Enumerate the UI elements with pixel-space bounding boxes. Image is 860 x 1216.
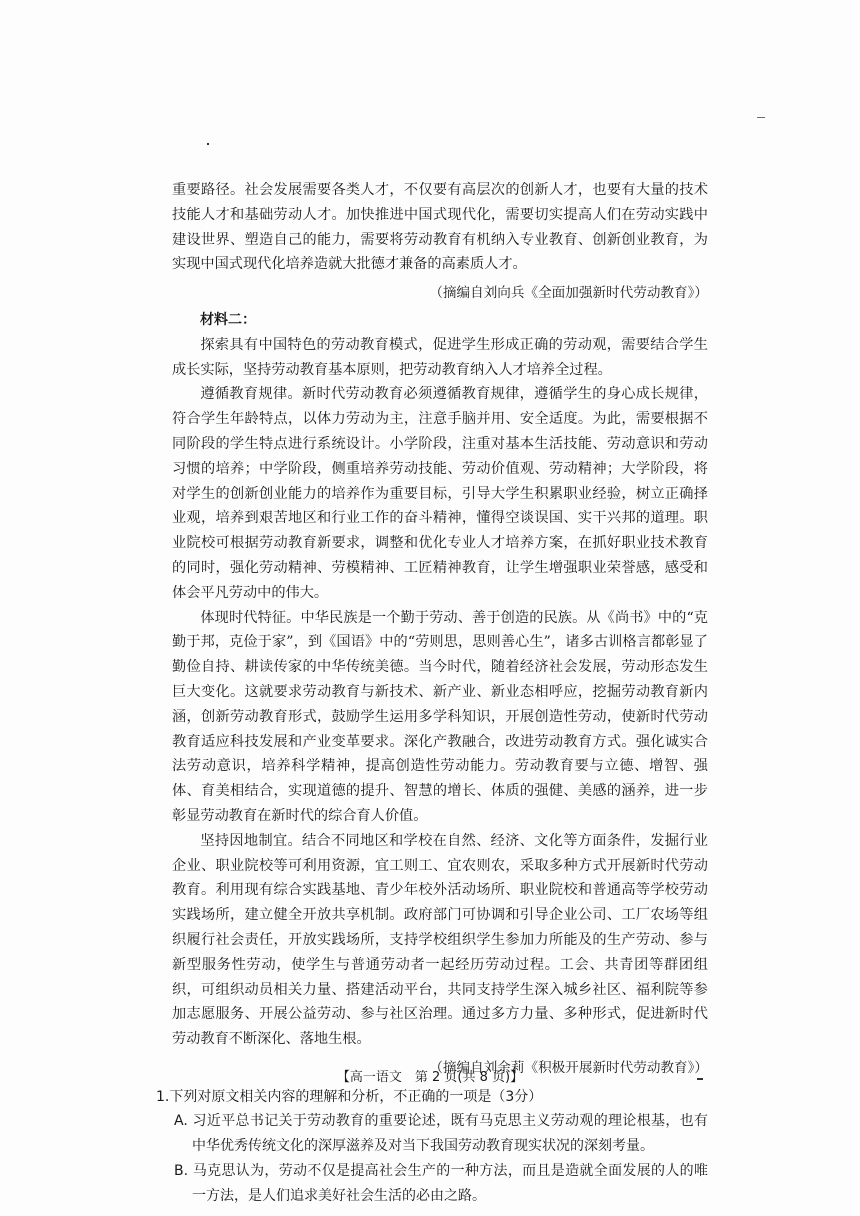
- answer-option-a: A. 习近平总书记关于劳动教育的重要论述，既有马克思主义劳动观的理论根基，也有中华优秀传统文化的深厚滋养及对当下我国劳动教育现实状况的深刻考量。: [174, 1113, 708, 1155]
- material-two-paragraph: 体现时代特征。中华民族是一个勤于劳动、善于创造的民族。从《尚书》中的“克勤于邦，克俭于家”，到《国语》中的“劳则思，思则善心生”，诸多古训格言都彰显了勤俭自持、耕读传家的中华传统美德。当今时代，随着经济社会发展，劳动形态发生巨大变化。这就要求劳动教育与新技术、新产业、新业态相呼应，挖掘劳动教育新内涵，创新劳动教育形式，鼓励学生运用多学科知识，开展创造性劳动，使新时代劳动教育适应科技发展和产业变革要求。深化产教融合，改进劳动教育方式。强化诚实合法劳动意识，培养科学精神，提高创造性劳动能力。劳动教育要与立德、增智、强体、育美相结合，实现道德的提升、智慧的增长、体质的强健、美感的涵养，进一步彰显劳动教育在新时代的综合育人价值。: [172, 609, 708, 824]
- answer-option-b: B. 马克思认为，劳动不仅是提高社会生产的一种方法，而且是造就全面发展的人的唯一方法，是人们追求美好社会生活的必由之路。: [174, 1163, 708, 1205]
- material-two-paragraph: 遵循教育规律。新时代劳动教育必须遵循教育规律，遵循学生的身心成长规律，符合学生年龄特点，以体力劳动为主，注意手脑并用、安全适度。为此，需要根据不同阶段的学生特点进行系统设计。小学阶段，注重对基本生活技能、劳动意识和劳动习惯的培养；中学阶段，侧重培养劳动技能、劳动价值观、劳动精神；大学阶段，将对学生的创新创业能力的培养作为重要目标，引导大学生积累职业经验，树立正确择业观，培养到艰苦地区和行业工作的奋斗精神，懂得空谈误国、实干兴邦的道理。职业院校可根据劳动教育新要求，调整和优化专业人才培养方案，在抓好职业技术教育的同时，强化劳动精神、劳模精神、工匠精神教育，让学生增强职业荣誉感，感受和体会平凡劳动中的伟大。: [172, 386, 708, 601]
- scan-speck: [757, 117, 765, 118]
- material-two-paragraph: 坚持因地制宜。结合不同地区和学校在自然、经济、文化等方面条件，发掘行业企业、职业院校等可利用资源，宜工则工、宜农则农，采取多种方式开展新时代劳动教育。利用现有综合实践基地、青少年校外活动场所、职业院校和普通高等学校劳动实践场所，建立健全开放共享机制。政府部门可协调和引导企业公司、工厂农场等组织履行社会责任，开放实践场所，支持学校组织学生参加力所能及的生产劳动、参与新型服务性劳动，使学生与普通劳动者一起经历劳动过程。工会、共青团等群团组织，可组织动员相关力量、搭建活动平台，共同支持学生深入城乡社区、福利院等参加志愿服务、开展公益劳动、参与社区治理。通过多方力量、多种形式，促进新时代劳动教育不断深化、落地生根。: [172, 832, 708, 1048]
- material-two-title: 材料二：: [200, 311, 256, 328]
- material-two-paragraph: 探索具有中国特色的劳动教育模式，促进学生形成正确的劳动观，需要结合学生成长实际，坚持劳动教育基本原则，把劳动教育纳入人才培养全过程。: [172, 336, 708, 378]
- material-one-tail: 重要路径。社会发展需要各类人才，不仅要有高层次的创新人才，也要有大量的技术技能人才和基础劳动人才。加快推进中国式现代化，需要切实提高人们在劳动实践中建设世界、塑造自己的能力，需要将劳动教育有机纳入专业教育、创新创业教育，为实现中国式现代化培养造就大批德才兼备的高素质人才。: [172, 182, 708, 273]
- question-stem: 1.下列对原文相关内容的理解和分析，不正确的一项是（3分）: [156, 1088, 543, 1105]
- source-citation-one: （摘编自刘向兵《全面加强新时代劳动教育》）: [429, 285, 708, 302]
- page-footer: 【高一语文 第 2 页(共 8 页)】: [336, 1070, 524, 1085]
- scan-speck: [207, 143, 209, 145]
- source-citation-two: （摘编自刘余莉《积极开展新时代劳动教育》）: [429, 1059, 708, 1076]
- passage-content: [156, 178, 708, 1209]
